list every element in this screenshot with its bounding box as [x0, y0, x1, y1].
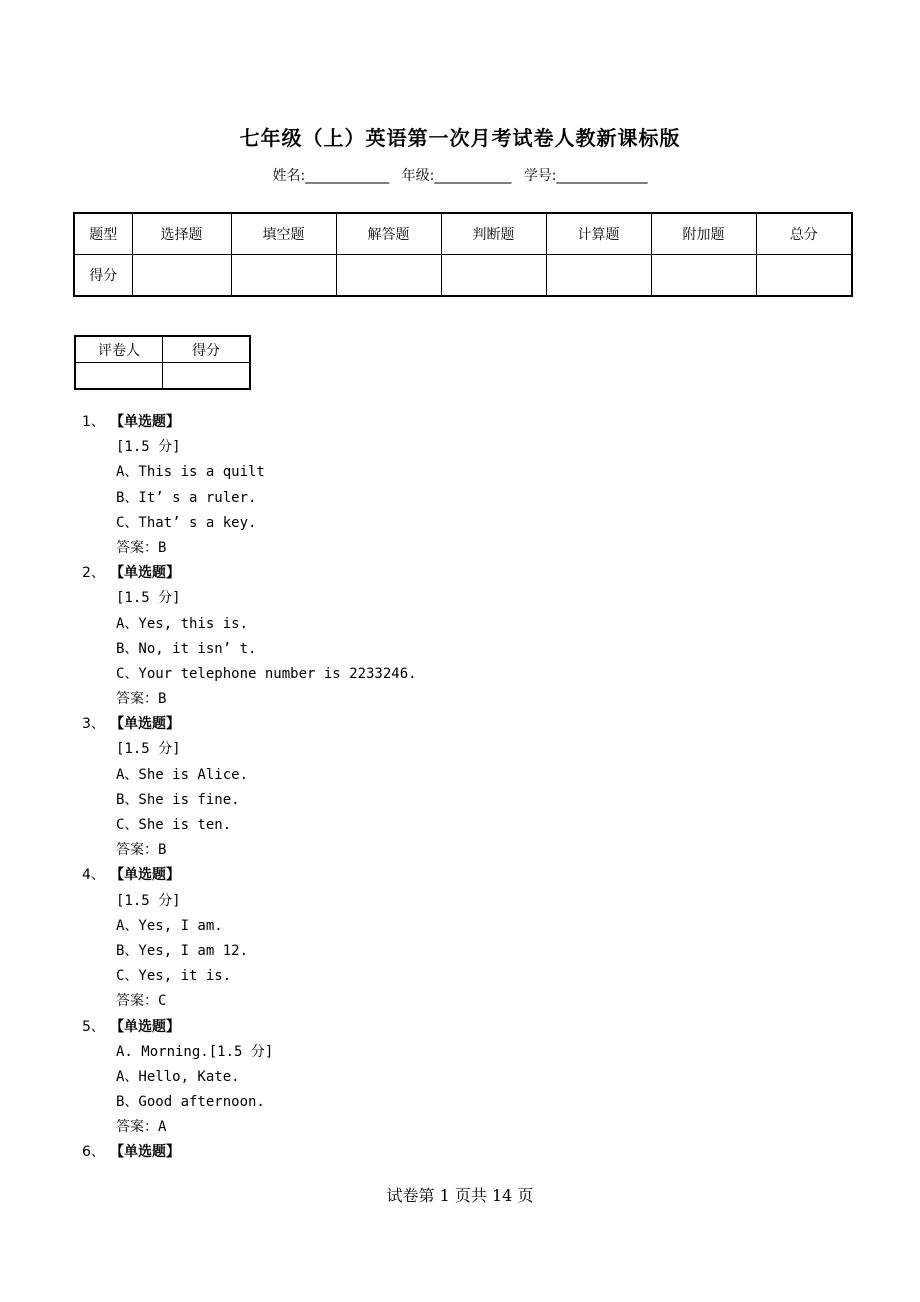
score-table-header-row: [74, 213, 852, 255]
score-header-cell: 填空题: [231, 213, 336, 255]
score-entry-cell[interactable]: [756, 255, 852, 297]
question-line: 答案：B: [116, 691, 167, 708]
score-table: [73, 212, 853, 297]
score-entry-cell[interactable]: [546, 255, 651, 297]
score-header-cell: 总分: [756, 213, 852, 255]
question-type: 【单选题】: [110, 1144, 180, 1161]
grader-header-cell: 评卷人: [75, 336, 163, 363]
question-line: 答案：C: [116, 993, 167, 1010]
question-type: 【单选题】: [110, 867, 180, 884]
grader-entry-row: [75, 363, 250, 390]
score-row-label: 得分: [74, 255, 132, 297]
score-header-cell: 选择题: [132, 213, 231, 255]
score-entry-cell[interactable]: [132, 255, 231, 297]
question-line: B、It’ s a ruler.: [116, 489, 257, 506]
question-line: A. Morning.[1.5 分]: [116, 1043, 274, 1060]
question-line: A、Hello, Kate.: [116, 1068, 240, 1085]
score-header-cell: 计算题: [546, 213, 651, 255]
question-line: A、Yes, I am.: [116, 917, 223, 934]
question-line: C、That’ s a key.: [116, 514, 257, 531]
question-line: B、Yes, I am 12.: [116, 942, 249, 959]
question-line: A、Yes, this is.: [116, 615, 249, 632]
score-header-cell: 题型: [74, 213, 132, 255]
page-footer: 试卷第 1 页共 14 页: [386, 1186, 534, 1205]
question-line: A、She is Alice.: [116, 766, 249, 783]
question-line: [1.5 分]: [116, 439, 181, 456]
question-header: [82, 712, 842, 737]
page-title: 七年级（上）英语第一次月考试卷人教新课标版: [239, 126, 681, 150]
question-number: 4、: [82, 867, 105, 884]
grader-entry-cell[interactable]: [163, 363, 251, 390]
question-line: 答案：A: [116, 1119, 167, 1136]
question-line: A、This is a quilt: [116, 464, 265, 481]
score-header-cell: 解答题: [336, 213, 441, 255]
grader-table: [74, 335, 251, 390]
question-line: C、She is ten.: [116, 817, 232, 833]
question-number: 2、: [82, 565, 105, 582]
student-id-field: 学号:_____________: [523, 168, 648, 184]
score-header-cell: 附加题: [651, 213, 756, 255]
question-header: [82, 561, 842, 586]
question-line: 答案：B: [116, 842, 167, 859]
question-type: 【单选题】: [110, 565, 180, 582]
question-number: 5、: [82, 1018, 105, 1035]
question-list: [82, 410, 842, 1166]
question-number: 1、: [82, 414, 105, 430]
student-info-line: [0, 165, 920, 185]
question-header: [82, 410, 842, 435]
name-field: 姓名:____________: [272, 168, 390, 184]
question-number: 3、: [82, 716, 105, 733]
score-table-score-row: [74, 255, 852, 297]
grade-field: 年级:___________: [401, 168, 512, 184]
question-line: [1.5 分]: [116, 892, 181, 909]
question-number: 6、: [82, 1144, 105, 1161]
question-line: [1.5 分]: [116, 741, 181, 758]
question-line: B、Good afternoon.: [116, 1094, 265, 1111]
score-entry-cell[interactable]: [441, 255, 546, 297]
question-line: B、No, it isn’ t.: [116, 640, 257, 657]
grader-header-row: [75, 336, 250, 363]
grader-header-cell: 得分: [163, 336, 251, 363]
question-header: [82, 1140, 842, 1165]
question-line: 答案：B: [116, 539, 167, 556]
question-type: 【单选题】: [110, 1018, 180, 1035]
question-type: 【单选题】: [110, 716, 180, 733]
score-header-cell: 判断题: [441, 213, 546, 255]
score-entry-cell[interactable]: [651, 255, 756, 297]
question-header: [82, 1015, 842, 1040]
score-entry-cell[interactable]: [336, 255, 441, 297]
question-line: C、Yes, it is.: [116, 968, 232, 985]
score-entry-cell[interactable]: [231, 255, 336, 297]
question-line: [1.5 分]: [116, 590, 181, 607]
question-header: [82, 863, 842, 888]
grader-entry-cell[interactable]: [75, 363, 163, 390]
question-line: C、Your telephone number is 2233246.: [116, 665, 417, 682]
question-type: 【单选题】: [110, 414, 180, 430]
question-line: B、She is fine.: [116, 791, 240, 808]
